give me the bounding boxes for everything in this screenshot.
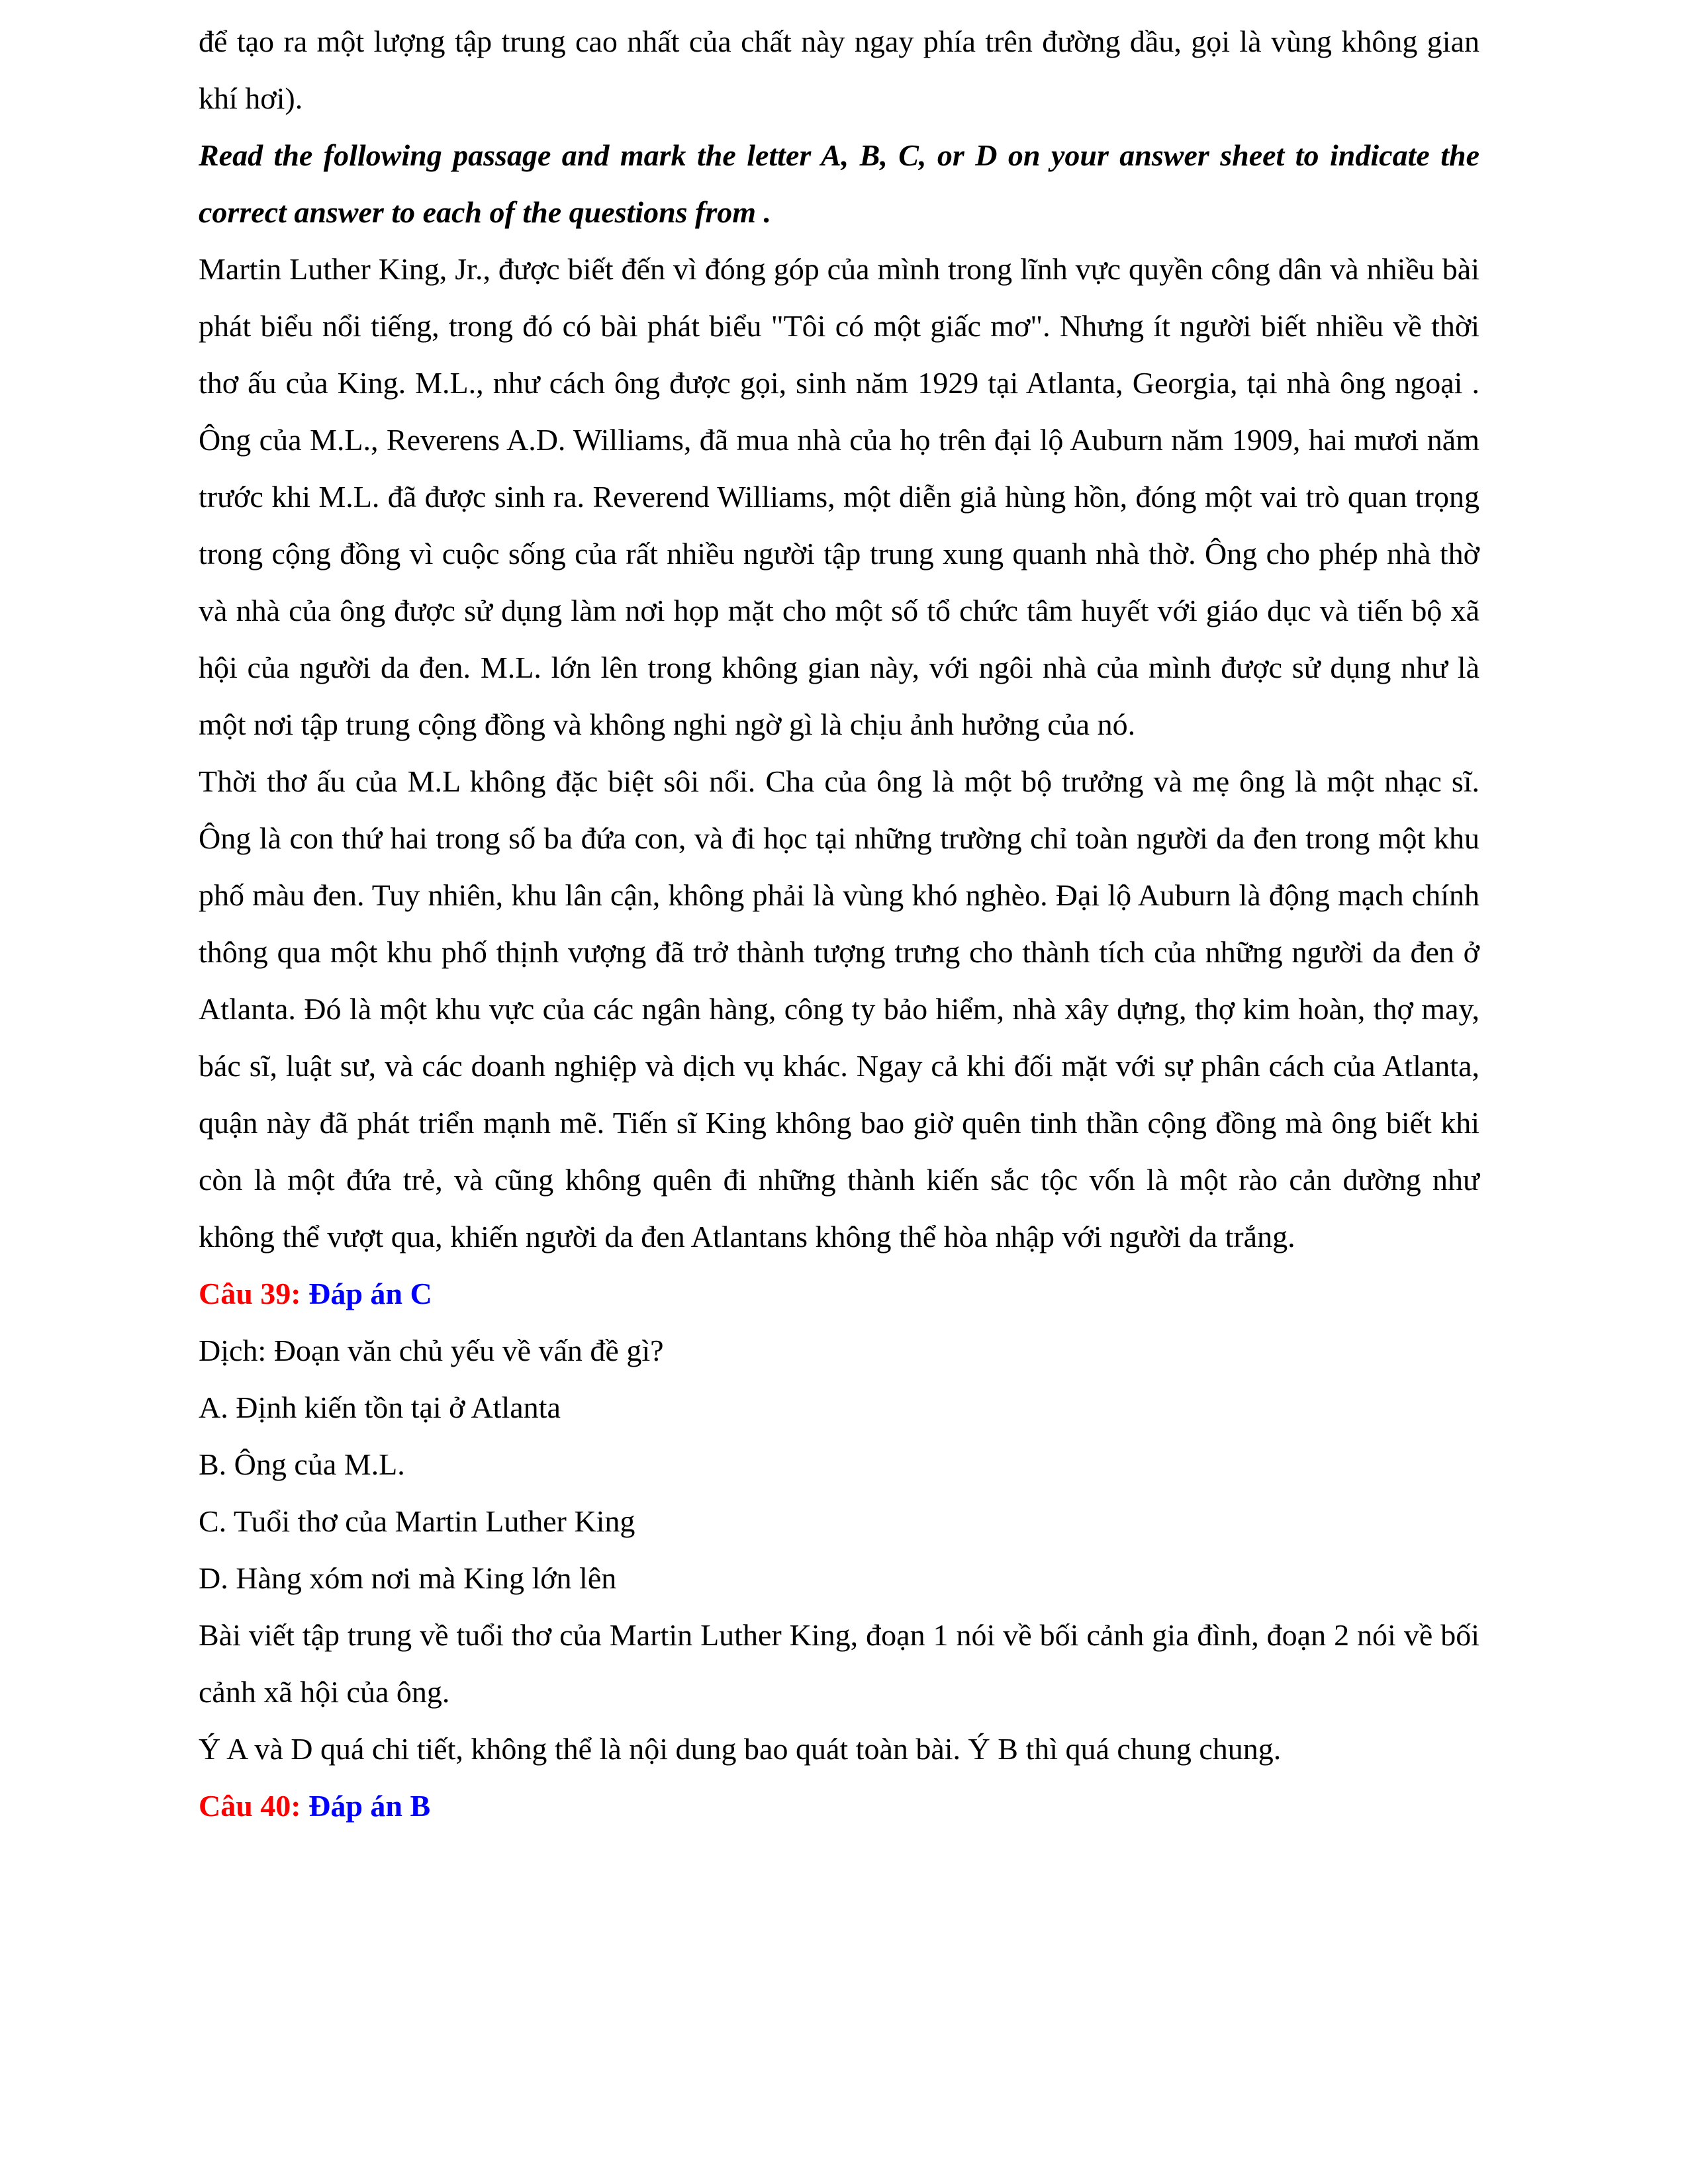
document-page xyxy=(199,13,1479,1835)
reading-instruction: Read the following passage and mark the letter A, B, C, or D on your answer sheet to indicate the correct answer to each of the questions from . xyxy=(199,138,1479,229)
question-40-label: Câu 40: xyxy=(199,1789,301,1823)
question-39-label: Câu 39: xyxy=(199,1277,301,1310)
passage-paragraph-1: Martin Luther King, Jr., được biết đến vì đóng góp của mình trong lĩnh vực quyền công dân và nhiều bài phát biểu nổi tiếng, trong đó có bài phát biểu "Tôi có một giấc mơ". Nhưng ít người biết nhiều về thời thơ ấu của King. M.L., như cách ông được gọi, sinh năm 1929 tại Atlanta, Georgia, tại nhà ông ngoại . Ông của M.L., Reverens A.D. Williams, đã mua nhà của họ trên đại lộ Auburn năm 1909, hai mươi năm trước khi M.L. đã được sinh ra. Reverend Williams, một diễn giả hùng hồn, đóng một vai trò quan trọng trong cộng đồng vì cuộc sống của rất nhiều người tập trung xung quanh nhà thờ. Ông cho phép nhà thờ và nhà của ông được sử dụng làm nơi họp mặt cho một số tổ chức tâm huyết với giáo dục và tiến bộ xã hội của người da đen. M.L. lớn lên trong không gian này, với ngôi nhà của mình được sử dụng như là một nơi tập trung cộng đồng và không nghi ngờ gì là chịu ảnh hưởng của nó. xyxy=(199,252,1479,741)
question-39-option-a: A. Định kiến tồn tại ở Atlanta xyxy=(199,1390,561,1424)
question-39-answer: Đáp án C xyxy=(308,1277,432,1310)
intro-tail-paragraph: để tạo ra một lượng tập trung cao nhất của chất này ngay phía trên đường dầu, gọi là vùng không gian khí hơi). xyxy=(199,24,1479,115)
question-39-translation: Dịch: Đoạn văn chủ yếu về vấn đề gì? xyxy=(199,1334,664,1367)
question-39-option-c: C. Tuổi thơ của Martin Luther King xyxy=(199,1504,635,1538)
question-39-explanation-1: Bài viết tập trung về tuổi thơ của Martin Luther King, đoạn 1 nói về bối cảnh gia đình, đoạn 2 nói về bối cảnh xã hội của ông. xyxy=(199,1618,1479,1709)
question-39-option-b: B. Ông của M.L. xyxy=(199,1447,405,1481)
question-39-heading xyxy=(199,1265,1479,1322)
question-39-explanation-2: Ý A và D quá chi tiết, không thể là nội dung bao quát toàn bài. Ý B thì quá chung chung. xyxy=(199,1732,1282,1766)
question-39-option-d: D. Hàng xóm nơi mà King lớn lên xyxy=(199,1561,617,1595)
question-40-heading xyxy=(199,1778,1479,1835)
question-40-answer: Đáp án B xyxy=(308,1789,431,1823)
passage-paragraph-2: Thời thơ ấu của M.L không đặc biệt sôi nổi. Cha của ông là một bộ trưởng và mẹ ông là một nhạc sĩ. Ông là con thứ hai trong số ba đứa con, và đi học tại những trường chỉ toàn người da đen trong một khu phố màu đen. Tuy nhiên, khu lân cận, không phải là vùng khó nghèo. Đại lộ Auburn là động mạch chính thông qua một khu phố thịnh vượng đã trở thành tượng trưng cho thành tích của những người da đen ở Atlanta. Đó là một khu vực của các ngân hàng, công ty bảo hiểm, nhà xây dựng, thợ kim hoàn, thợ may, bác sĩ, luật sư, và các doanh nghiệp và dịch vụ khác. Ngay cả khi đối mặt với sự phân cách của Atlanta, quận này đã phát triển mạnh mẽ. Tiến sĩ King không bao giờ quên tinh thần cộng đồng mà ông biết khi còn là một đứa trẻ, và cũng không quên đi những thành kiến sắc tộc vốn là một rào cản dường như không thể vượt qua, khiến người da đen Atlantans không thể hòa nhập với người da trắng. xyxy=(199,764,1479,1253)
